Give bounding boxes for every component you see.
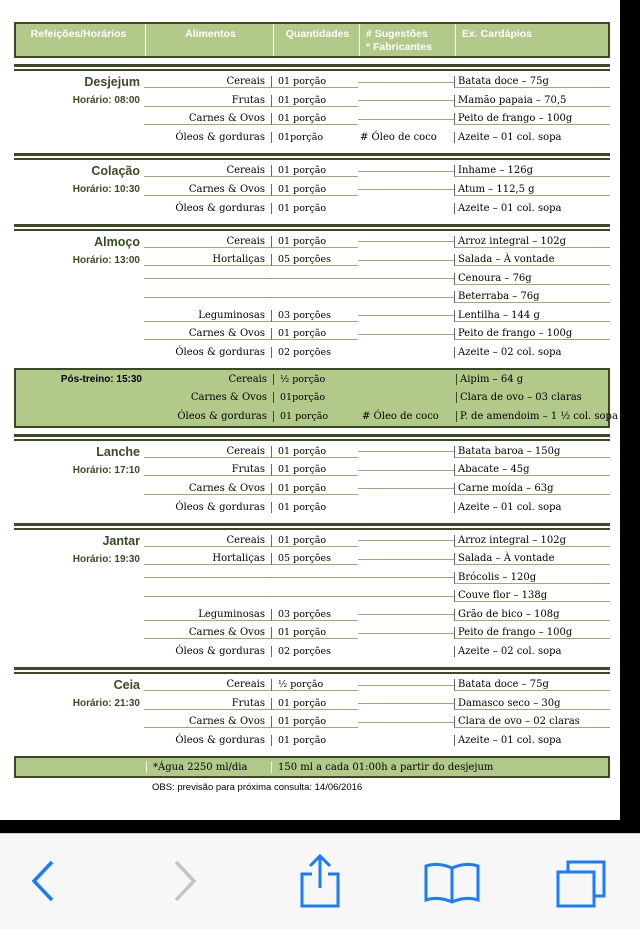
suggestion-cell [358,614,454,615]
share-icon[interactable] [298,854,342,908]
food-cell: Carnes & Ovos [144,328,272,340]
menu-example-cell: Beterraba – 76g [454,291,610,303]
meal-name: Pós-treino: 15:30 [60,373,142,385]
quantity-cell: 01 porção [272,328,358,340]
food-cell: Cereais [144,535,272,547]
suggestion-cell [358,703,454,704]
suggestion-cell [358,189,454,190]
section-divider [14,153,610,160]
quantity-cell: 01 porção [272,698,358,710]
quantity-cell: 01 porção [272,627,358,639]
menu-example-cell: Atum – 112,5 g [454,184,610,196]
menu-example-cell: Arroz integral – 102g [454,535,610,547]
menu-example-cell: Lentilha – 144 g [454,310,610,322]
menu-example-cell: Peito de frango – 100g [454,113,610,125]
food-cell: Cereais [144,236,272,248]
water-label: *Água 2250 ml/dia [146,762,272,773]
menu-example-cell: Azeite – 02 col. sopa [454,347,610,358]
suggestion-cell [358,559,454,560]
table-row [14,732,610,751]
menu-example-cell: Azeite – 01 col. sopa [454,203,610,214]
quantity-cell [272,297,358,298]
table-row [16,389,608,408]
menu-example-cell: Clara de ovo – 03 claras [456,392,612,403]
table-row [16,370,608,389]
suggestion-cell [358,334,454,335]
section-divider [14,667,610,674]
meal-name: Jantar [102,533,140,548]
suggestion-cell [358,171,454,172]
food-cell [144,278,272,279]
quantity-cell [272,596,358,597]
quantity-cell: 01 porção [272,483,358,495]
table-row [14,713,610,732]
food-cell: Frutas [144,95,272,107]
food-cell: Óleos & gorduras [144,735,272,746]
menu-example-cell: Batata baroa – 150g [454,446,610,458]
menu-example-cell: Carne moída – 63g [454,483,610,495]
suggestion-cell [358,470,454,471]
table-row [14,695,610,714]
quantity-cell [272,577,358,578]
quantity-cell: 01 porção [272,184,358,196]
menu-example-cell: Salada – À vontade [454,254,610,266]
table-row [14,344,610,363]
header-cell: # Sugestões * Fabricantes [360,24,456,56]
table-row [14,480,610,499]
food-cell: Carnes & Ovos [144,627,272,639]
header-cell: Quantidades [274,24,360,56]
quantity-cell: 01 porção [272,446,358,458]
menu-example-cell: Aipim – 64 g [456,374,612,385]
table-row [14,498,610,517]
meal-block [14,73,610,147]
food-cell: Frutas [144,464,272,476]
obs-note: OBS: previsão para próxima consulta: 14/06/2016 [152,782,363,793]
quantity-cell [272,278,358,279]
quantity-cell: 02 porções [278,646,331,658]
suggestion-cell [358,260,454,261]
meal-time: Horário: 21:30 [72,698,140,710]
quantity-cell: 03 porções [272,310,358,322]
meal-block [14,162,610,218]
meal-block [14,676,610,750]
food-cell: Óleos & gorduras [144,132,272,143]
menu-example-cell: Peito de frango – 100g [454,627,610,639]
food-cell: Óleos & gorduras [144,646,272,657]
back-icon[interactable] [28,858,58,904]
table-row [14,73,610,92]
quantity-cell: 01 porção [272,716,358,728]
food-cell: Cereais [144,76,272,88]
table-row [14,307,610,326]
quantity-cell: 01 porção [278,501,327,513]
suggestion-cell [358,540,454,541]
food-cell: Óleos & gorduras [146,411,274,422]
menu-example-cell: Azeite – 01 col. sopa [454,502,610,513]
suggestion-cell [358,596,454,597]
menu-example-cell: Grão de bico – 108g [454,609,610,621]
table-row [14,643,610,662]
table-row [14,532,610,551]
meal-time: Horário: 08:00 [72,95,140,107]
quantity-cell: 01 porção [272,95,358,107]
header-cell: Alimentos [146,24,274,56]
quantity-cell: 01 porção [272,535,358,547]
menu-example-cell: Couve flor – 138g [454,590,610,602]
food-cell: Frutas [144,698,272,710]
food-cell: Leguminosas [144,310,272,322]
menu-example-cell: Brócolis – 120g [454,572,610,584]
table-row [14,251,610,270]
food-cell: Carnes & Ovos [144,483,272,495]
food-cell: Óleos & gorduras [144,203,272,214]
suggestion-cell [358,633,454,634]
quantity-cell: 01porção [280,392,326,404]
water-text: 150 ml a cada 01:00h a partir do desjejum [278,761,494,773]
table-row [14,162,610,181]
table-row [14,325,610,344]
meal-time: Horário: 13:00 [72,254,140,266]
menu-example-cell: Azeite – 01 col. sopa [454,132,610,143]
food-cell: Cereais [144,679,272,691]
table-row [14,110,610,129]
suggestion-cell: # Óleo de coco [360,132,437,144]
table-row [14,606,610,625]
diet-table [14,22,618,793]
menu-example-cell: Abacate – 45g [454,464,610,476]
menu-example-cell: Cenoura – 76g [454,273,610,285]
food-cell: Óleos & gorduras [144,347,272,358]
table-row [14,550,610,569]
quantity-cell: 01 porção [272,113,358,125]
section-divider [14,523,610,530]
suggestion-cell [358,100,454,101]
suggestion-cell: # Óleo de coco [362,410,439,422]
suggestion-cell [358,315,454,316]
quantity-cell: 01 porção [272,236,358,248]
quantity-cell: 01 porção [272,165,358,177]
menu-example-cell: Batata doce – 75g [454,679,610,691]
quantity-cell: 01 porção [280,410,329,422]
table-header [14,22,610,58]
suggestion-cell [358,577,454,578]
table-row [14,92,610,111]
food-cell: Óleos & gorduras [144,502,272,513]
suggestion-cell [358,685,454,686]
quantity-cell: 01 porção [278,202,327,214]
menu-example-cell: P. de amendoim – 1 ½ col. sopa [456,411,612,422]
meal-time: Horário: 17:10 [72,464,140,476]
meal-name: Lanche [96,444,140,459]
suggestion-cell [358,82,454,83]
menu-example-cell: Mamão papaia – 70,5 [454,95,610,107]
food-cell: Carnes & Ovos [144,113,272,125]
quantity-cell: 05 porções [272,553,358,565]
menu-example-cell: Clara de ovo – 02 claras [454,716,610,728]
quantity-cell: 01 porção [272,464,358,476]
meal-name: Colação [91,164,140,179]
quantity-cell: ½ porção [280,373,326,385]
suggestion-cell [358,297,454,298]
table-row [14,181,610,200]
section-divider [14,64,610,71]
suggestion-cell [358,241,454,242]
quantity-cell: 01 porção [272,76,358,88]
meal-name: Almoço [94,234,140,249]
food-cell [144,577,272,578]
food-cell: Hortaliças [144,254,272,266]
meal-name: Desjejum [84,75,140,90]
meal-time: Horário: 10:30 [72,184,140,196]
table-row [14,461,610,480]
suggestion-cell [358,278,454,279]
browser-toolbar [0,833,640,929]
quantity-cell: ½ porção [272,679,358,691]
quantity-cell: 02 porções [278,347,331,359]
table-row [14,676,610,695]
meal-block [14,443,610,517]
quantity-cell: 05 porções [272,254,358,266]
meal-block [14,532,610,662]
table-row [14,129,610,148]
meal-block [14,233,610,363]
quantity-cell: 01porção [278,132,324,144]
menu-example-cell: Damasco seco – 30g [454,698,610,710]
table-row [14,587,610,606]
table-row [14,288,610,307]
suggestion-cell [358,451,454,452]
menu-example-cell: Salada – À vontade [454,553,610,565]
food-cell [144,596,272,597]
bookmarks-icon[interactable] [424,862,480,904]
header-cell: Refeições/Horários [16,24,146,56]
menu-example-cell: Azeite – 02 col. sopa [454,646,610,657]
water-row [14,756,610,778]
meal-name: Ceia [113,678,140,693]
suggestion-cell [358,119,454,120]
food-cell: Cereais [146,374,274,385]
suggestion-cell [358,722,454,723]
tabs-icon[interactable] [556,860,608,908]
header-cell: Ex. Cardápios [462,28,533,40]
menu-example-cell: Batata doce – 75g [454,76,610,88]
section-divider [14,434,610,441]
menu-example-cell: Peito de frango – 100g [454,328,610,340]
food-cell: Carnes & Ovos [146,392,274,403]
meal-time: Horário: 19:30 [72,553,140,565]
food-cell: Leguminosas [144,609,272,621]
table-row [14,624,610,643]
table-row [14,569,610,588]
table-row [16,407,618,426]
food-cell: Carnes & Ovos [144,184,272,196]
food-cell [144,297,272,298]
quantity-cell: 01 porção [278,735,327,747]
food-cell: Carnes & Ovos [144,716,272,728]
table-row [14,233,610,252]
food-cell: Cereais [144,446,272,458]
quantity-cell: 03 porções [272,609,358,621]
food-cell: Hortaliças [144,553,272,565]
menu-example-cell: Inhame – 126g [454,165,610,177]
table-row [14,270,610,289]
table-row [14,443,610,462]
forward-icon[interactable] [170,858,200,904]
food-cell: Cereais [144,165,272,177]
meal-block [14,368,618,428]
menu-example-cell: Azeite – 01 col. sopa [454,735,610,746]
menu-example-cell: Arroz integral – 102g [454,236,610,248]
suggestion-cell [358,488,454,489]
table-row [14,199,610,218]
section-divider [14,224,610,231]
